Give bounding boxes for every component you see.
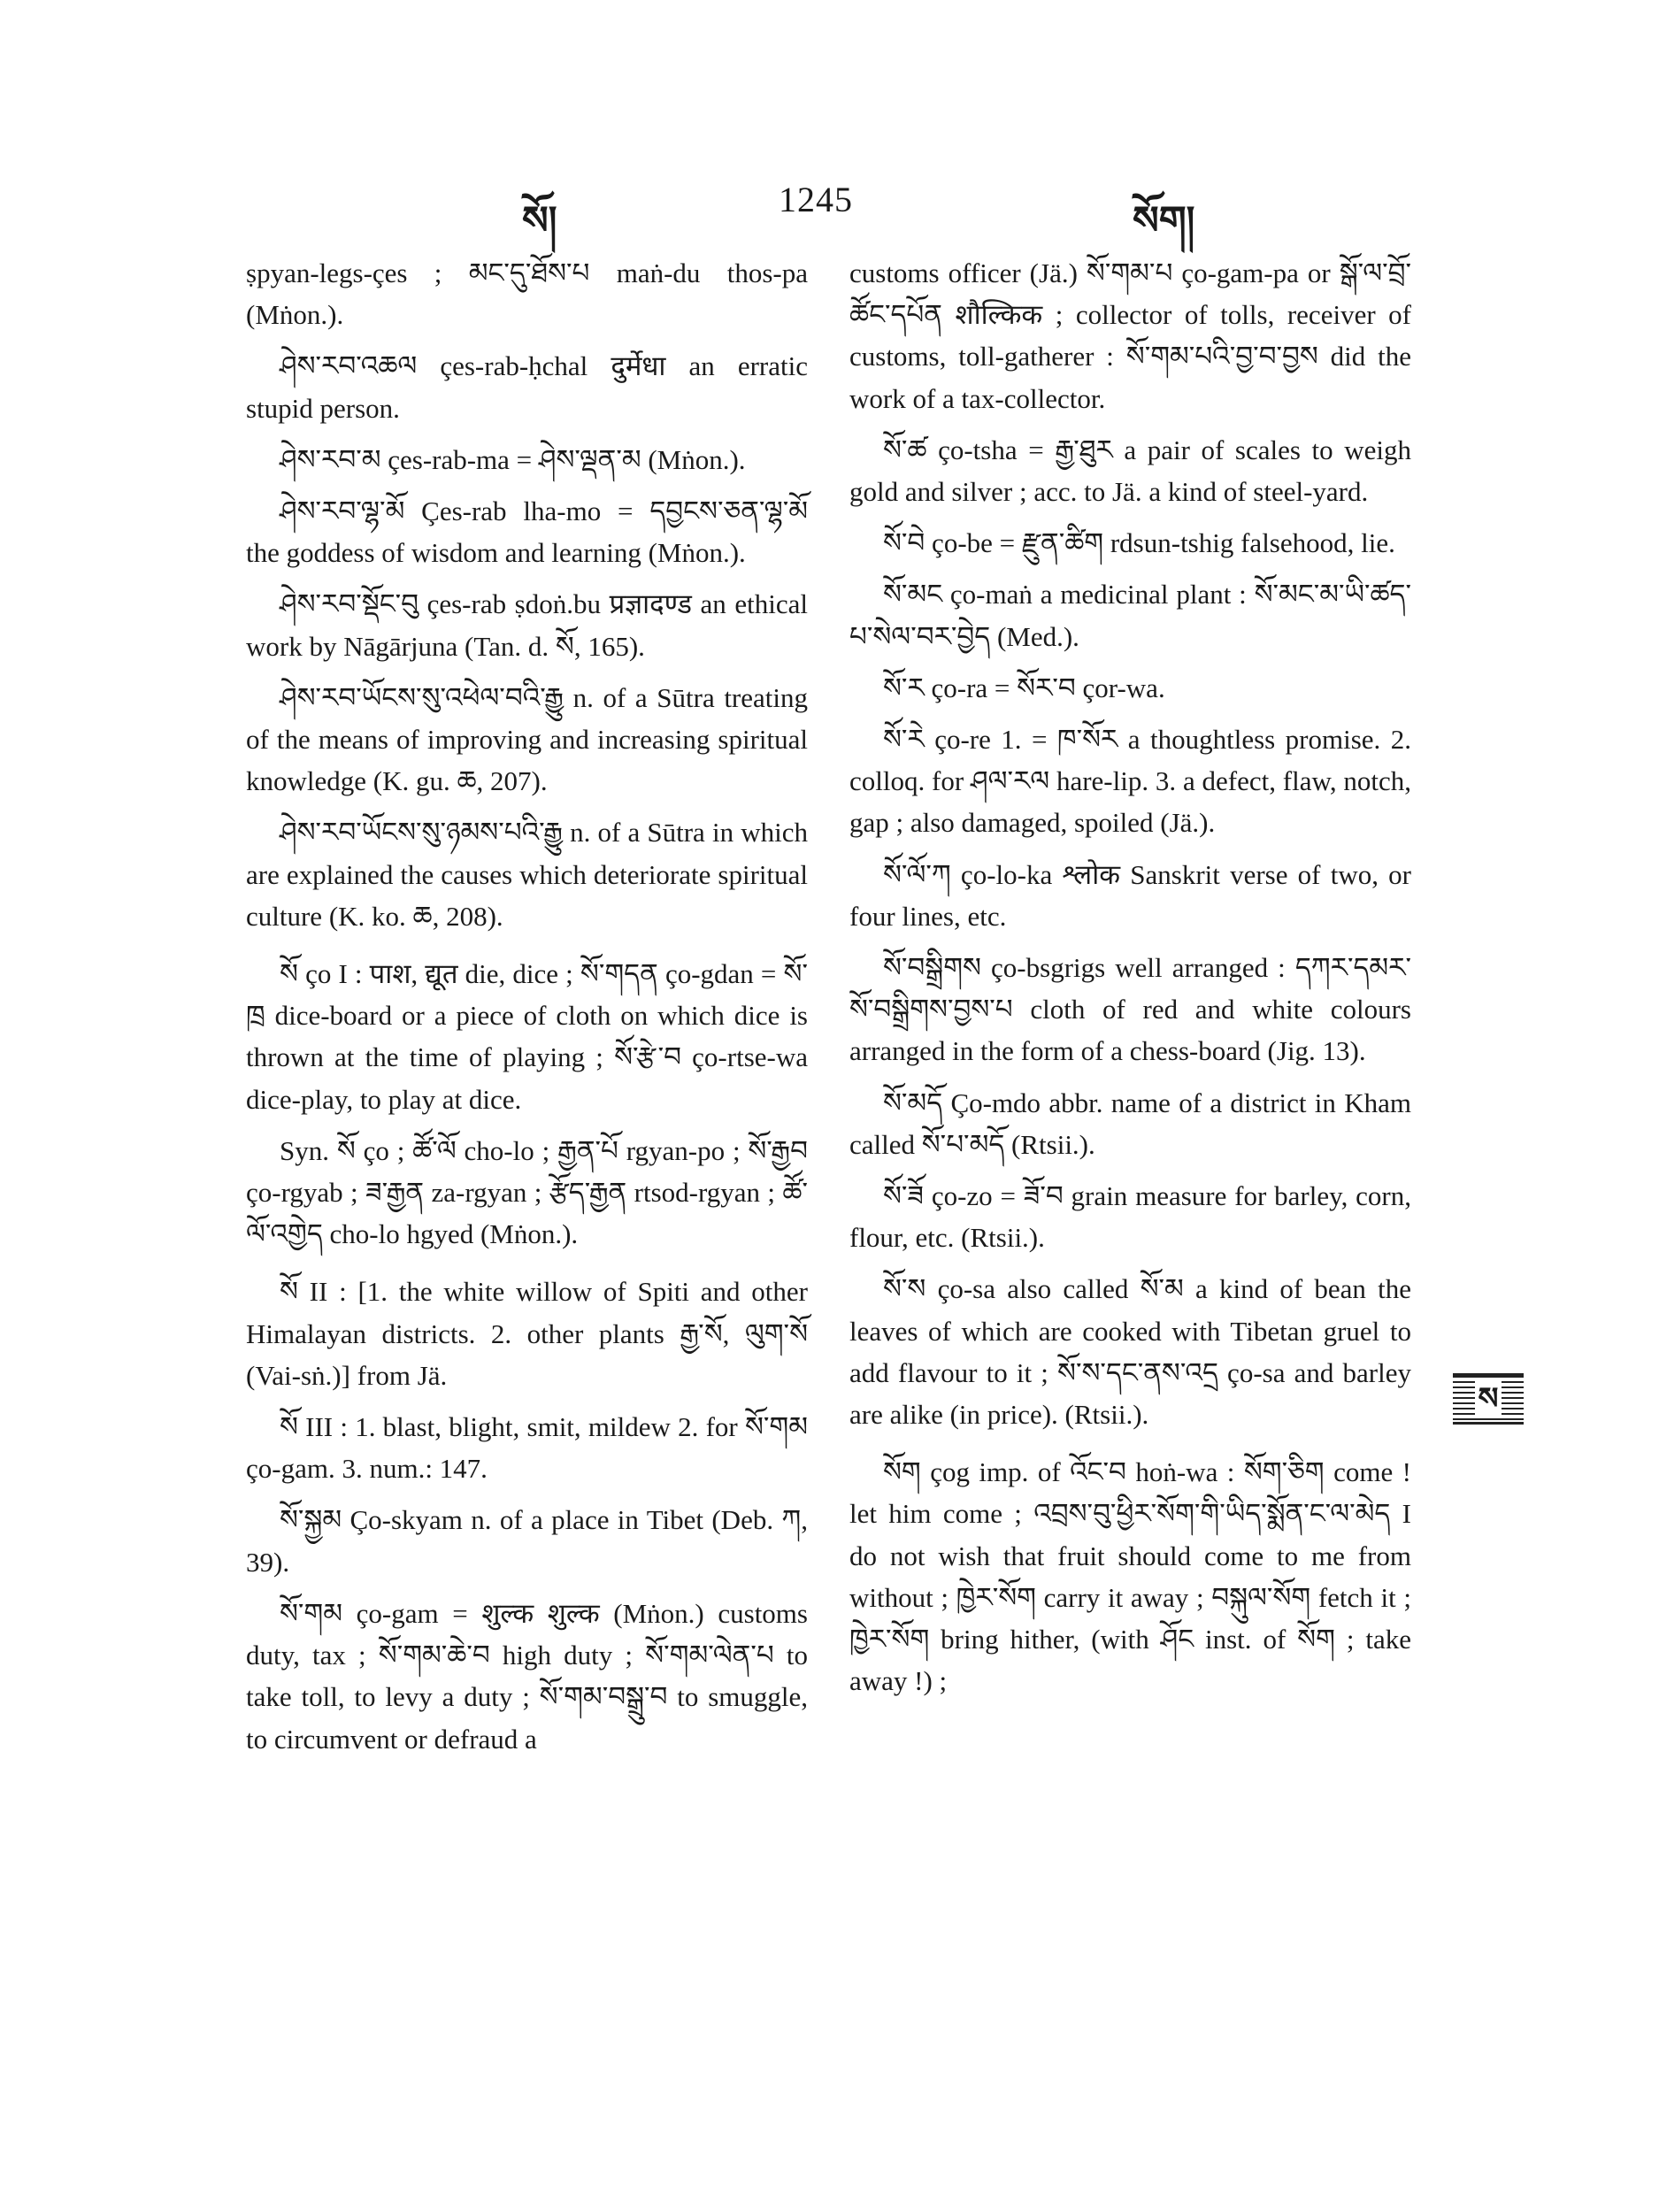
- page-header: [248, 177, 1433, 242]
- dictionary-entry: སོ་བསྒྲིགས ço-bsgrigs well arranged : དཀར་དམར་སོ་བསྒྲིགས་བྱས་པ cloth of red and white colours arranged in the form of a chess-board (Jig. 13).: [849, 952, 1411, 1067]
- dictionary-entry: ཤེས་རབ་ཡོངས་སུ་ཉམས་པའི་རྒྱུ n. of a Sūtra in which are explained the causes which deteriorate spiritual culture (K. ko. ཆ, 208).: [246, 817, 808, 932]
- dictionary-entry: སོ་ལོ་ཀ ço-lo-ka श्लोक Sanskrit verse of two, or four lines, etc.: [849, 858, 1411, 932]
- dictionary-entry: སོ་གམ ço-gam = शुल्क शुल्क (Mṅon.) customs duty, tax ; སོ་གམ་ཆེ་བ high duty ; སོ་གམ་ལེན་པ to take toll, to levy a duty ; སོ་གམ་བསྒྲུ་བ to smuggle, to circumvent or defraud a: [246, 1597, 808, 1755]
- dictionary-entry: སོ་ས ço-sa also called སོ་མ a kind of bean the leaves of which are cooked with Tibetan gruel to add flavour to it ; སོ་ས་དང་ནས་འདྲ ço-sa and barley are alike (in price). (Rtsii.).: [849, 1273, 1411, 1431]
- dictionary-entry: སོ་ར ço-ra = སོར་བ çor-wa.: [883, 672, 1165, 703]
- dictionary-entry: ཤེས་རབ་ལྷ་མོ Çes-rab lha-mo = དབྱངས་ཅན་ལྷ་མོ the goddess of wisdom and learning (Mṅon.).: [246, 495, 808, 569]
- right-column: [849, 252, 1411, 1712]
- dictionary-entry: སོ II : [1. the white willow of Spiti and other Himalayan districts. 2. other plants རྒྱ་སོ, ལུག་སོ (Vai-sṅ.)] from Jä.: [246, 1276, 808, 1391]
- dictionary-entry: ཤེས་རབ་མ çes-rab-ma = ཤེས་ལྡན་མ (Mṅon.).: [280, 443, 746, 475]
- dictionary-entry: customs officer (Jä.) སོ་གམ་པ ço-gam-pa or སྒོ་ལ་བྲོ་ཚོང་དཔོན शौल्किक ; collector of tolls, receiver of customs, toll-gatherer : སོ་གམ་པའི་བྱ་བ་བྱས did the work of a tax-collector.: [849, 257, 1411, 414]
- dictionary-entry: སོ་མདོ Ço-mdo abbr. name of a district in Kham called སོ་པ་མདོ (Rtsii.).: [849, 1087, 1411, 1160]
- thumb-index-tab: [1453, 1373, 1524, 1425]
- dictionary-entry: ṣpyan-legs-çes ; མང་དུ་ཐོས་པ maṅ-du thos-pa (Mṅon.).: [246, 257, 808, 331]
- dictionary-entry: སོ་བེ ço-be = རྫུན་ཚིག rdsun-tshig falsehood, lie.: [883, 527, 1395, 559]
- dictionary-entry: སོ་སྐྱམ Ço-skyam n. of a place in Tibet (Deb. ཀ, 39).: [246, 1504, 808, 1578]
- dictionary-entry: སོ་མང ço-maṅ a medicinal plant : སོ་མང་མ་ཡི་ཚད་པ་སེལ་བར་བྱེད (Med.).: [849, 579, 1411, 652]
- dictionary-entry: སོག çog imp. of འོང་བ hoṅ-wa : སོག་ཅིག come ! let him come ; འབྲས་བུ་ཕྱིར་སོག་གི་ཡིད་སྨོན་ང་ལ་མེད I do not wish that fruit should come to me from without ; ཁྱེར་སོག carry it away ; བསྐུལ་སོག fetch it ; ཁྱེར་སོག bring hither, (with ཤོང inst. of སོག ; take away !) ;: [849, 1456, 1411, 1697]
- dictionary-entry: སོ ço I : पाश, द्यूत die, dice ; སོ་གདན ço-gdan = སོ་ཁྲ dice-board or a piece of cloth on which dice is thrown at the time of playing ; སོ་རྩེ་བ ço-rtse-wa dice-play, to play at dice.: [246, 958, 808, 1115]
- dictionary-entry: ཤེས་རབ་འཆལ çes-rab-ḥchal दुर्मेधा an erratic stupid person.: [246, 350, 808, 424]
- dictionary-entry: ཤེས་རབ་སྡོང་བུ çes-rab ṣdoṅ.bu प्रज्ञादण्ड an ethical work by Nāgārjuna (Tan. d. སོ, 165).: [246, 588, 808, 662]
- dictionary-entry: སོ་ཟོ ço-zo = ཟོ་བ grain measure for barley, corn, flour, etc. (Rtsii.).: [849, 1180, 1411, 1254]
- dictionary-entry: སོ་རེ ço-re 1. = ཁ་སོར a thoughtless promise. 2. colloq. for ཤལ་རལ hare-lip. 3. a defect, flaw, notch, gap ; also damaged, spoiled (Jä.).: [849, 724, 1411, 839]
- dictionary-entry: ཤེས་རབ་ཡོངས་སུ་འཕེལ་བའི་རྒྱུ n. of a Sūtra treating of the means of improving and increasing spiritual knowledge (K. gu. ཆ, 207).: [246, 681, 808, 797]
- header-right-guideword: སོག།: [1133, 199, 1195, 242]
- left-column: [246, 252, 808, 1770]
- thumb-index-glyph: ས: [1475, 1381, 1502, 1417]
- page-number: 1245: [779, 180, 853, 219]
- header-left-guideword: སོ།: [522, 199, 557, 242]
- dictionary-entry: Syn. སོ ço ; ཚོ་ལོ cho-lo ; རྒྱན་པོ rgyan-po ; སོ་རྒྱབ ço-rgyab ; ཟ་རྒྱན za-rgyan ; རྩོད་རྒྱན rtsod-rgyan ; ཚོ་ལོ་འགྱེད cho-lo hgyed (Mṅon.).: [246, 1134, 808, 1250]
- dictionary-entry: སོ III : 1. blast, blight, smit, mildew 2. for སོ་གམ ço-gam. 3. num.: 147.: [246, 1411, 808, 1485]
- dictionary-entry: སོ་ཚ ço-tsha = རྒྱ་ཐུར a pair of scales to weigh gold and silver ; acc. to Jä. a kind of steel-yard.: [849, 434, 1411, 508]
